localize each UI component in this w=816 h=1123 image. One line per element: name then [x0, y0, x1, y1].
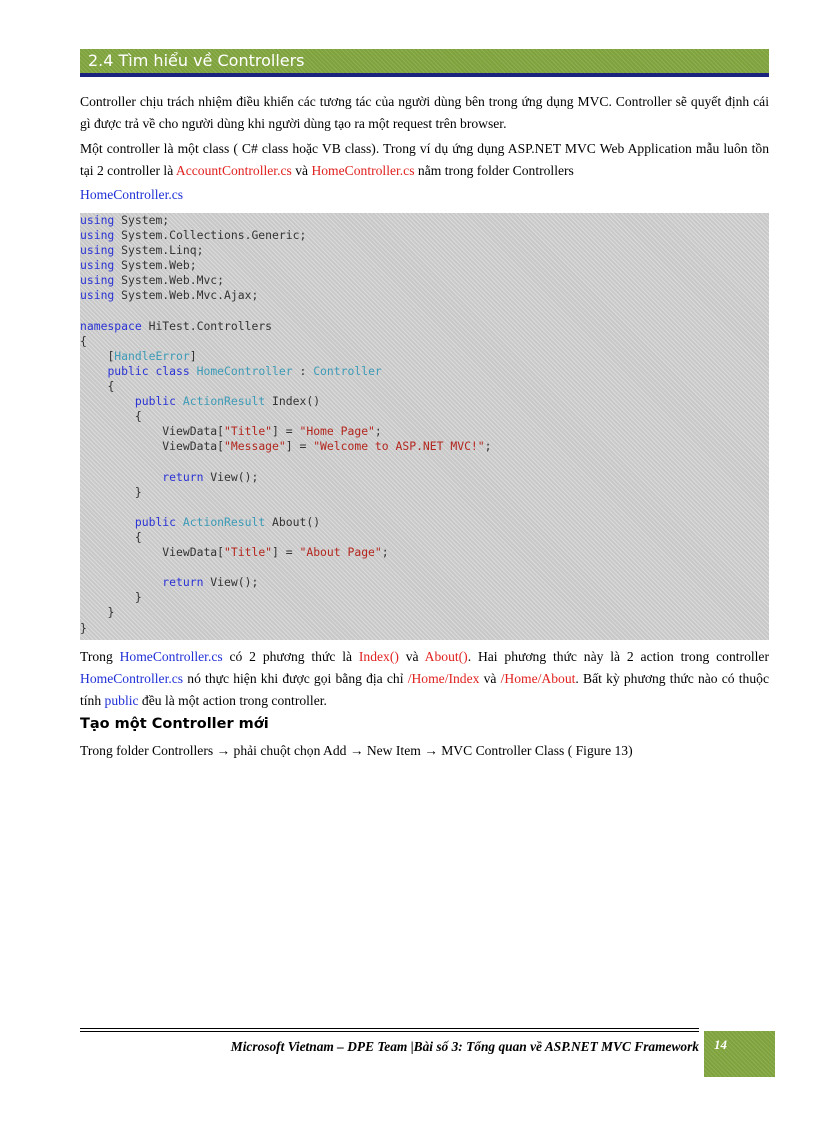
code-string: "Title" [224, 545, 273, 560]
public-keyword-ref: public [104, 693, 139, 708]
code-string: "Message" [224, 439, 286, 454]
para3-text: và [479, 671, 501, 686]
code-text: [ [107, 348, 115, 363]
code-line [80, 243, 769, 258]
home-controller-link: HomeController.cs [311, 163, 415, 178]
code-text: ] = [285, 439, 314, 454]
para2-text-3: nằm trong folder Controllers [414, 163, 574, 178]
code-keyword: public [134, 514, 177, 529]
code-text: ; [381, 545, 389, 560]
paragraph-intro: Controller chịu trách nhiệm điều khiển các tương tác của người dùng bên trong ứng dụng MVC. Controller sẽ quyết định cái gì được trả về cho người dùng khi người dùng tạo ra một request trên browser. [80, 94, 769, 131]
code-line [80, 258, 769, 273]
code-text: View(); [203, 575, 259, 590]
code-line [80, 470, 769, 485]
code-text: ViewData[ [162, 545, 225, 560]
code-brace: { [134, 529, 142, 544]
code-text: : [292, 363, 314, 378]
para3-text: . Bất kỳ phương thức nào có thuộc tính [80, 671, 769, 708]
home-about-url: /Home/About [500, 671, 576, 686]
code-brace: } [80, 620, 87, 635]
code-brace: } [134, 590, 142, 605]
code-text: ViewData[ [162, 439, 225, 454]
code-blank-line [80, 455, 769, 470]
code-line [80, 213, 769, 228]
code-text: ] [189, 348, 197, 363]
code-brace: } [134, 484, 142, 499]
index-method-ref: Index() [358, 649, 399, 664]
paragraph-controller-class [80, 138, 769, 182]
paragraph-actions [80, 646, 769, 712]
code-keyword: using [80, 228, 115, 243]
about-method-ref: About() [424, 649, 468, 664]
code-keyword: namespace [80, 318, 142, 333]
code-text: System.Web.Mvc; [114, 273, 225, 288]
code-keyword: public [134, 394, 177, 409]
code-brace: { [134, 409, 142, 424]
heading-underline [80, 73, 769, 77]
code-string: "Welcome to ASP.NET MVC!" [313, 439, 485, 454]
code-file-label: HomeController.cs [80, 187, 184, 202]
code-type: Controller [313, 363, 382, 378]
para3-text: nó thực hiện khi được gọi bằng địa chỉ [183, 671, 408, 686]
code-keyword: using [80, 243, 115, 258]
code-text: System.Web.Mvc.Ajax; [114, 288, 259, 303]
code-text: System.Linq; [114, 243, 204, 258]
account-controller-link: AccountController.cs [175, 163, 292, 178]
code-line [80, 485, 769, 500]
code-keyword: using [80, 273, 115, 288]
code-line [80, 228, 769, 243]
footer-rule-top [80, 1028, 699, 1029]
code-text: About() [265, 514, 321, 529]
page-number: 14 [704, 1031, 775, 1077]
code-line [80, 394, 769, 409]
code-line [80, 545, 769, 560]
code-string: "Home Page" [299, 424, 375, 439]
code-blank-line [80, 304, 769, 319]
code-brace: { [80, 333, 87, 348]
code-text: System; [114, 213, 170, 227]
code-line [80, 590, 769, 605]
code-text: View(); [203, 469, 259, 484]
code-type: ActionResult [182, 514, 266, 529]
code-text: ViewData[ [162, 424, 225, 439]
code-text: System.Collections.Generic; [114, 228, 307, 243]
code-keyword: using [80, 288, 115, 303]
code-type: HomeController [196, 363, 293, 378]
code-line [80, 515, 769, 530]
para3-text: . Hai phương thức này là 2 action trong controller [467, 649, 769, 664]
code-block [80, 213, 769, 640]
code-blank-line [80, 560, 769, 575]
paragraph-create-steps: Trong folder Controllers → phải chuột chọn Add → New Item → MVC Controller Class ( Figure 13) [80, 743, 633, 758]
code-text: Index() [265, 394, 321, 409]
code-keyword: using [80, 213, 115, 227]
subheading-new-controller: Tạo một Controller mới [80, 716, 269, 732]
para3-text: và [398, 649, 425, 664]
code-brace: } [107, 605, 115, 620]
code-text: ] = [272, 424, 300, 439]
code-line [80, 575, 769, 590]
code-string: "Title" [224, 424, 273, 439]
code-line [80, 439, 769, 454]
code-type: HandleError [114, 348, 190, 363]
section-heading: 2.4 Tìm hiểu về Controllers [80, 49, 769, 73]
para3-text: Trong [80, 649, 120, 664]
code-line [80, 273, 769, 288]
code-brace: { [107, 379, 115, 394]
code-keyword: public [107, 363, 149, 378]
footer-title: Microsoft Vietnam – DPE Team |Bài số 3: Tổng quan về ASP.NET MVC Framework [230, 1039, 699, 1054]
code-line [80, 621, 769, 636]
code-text: ; [484, 439, 492, 454]
footer-rule-bottom [80, 1031, 699, 1032]
code-line [80, 605, 769, 620]
para2-text-1: Một controller là một class ( C# class hoặc VB class). Trong ví dụ ứng dụng ASP.NET MVC Web Application mẫu luôn tồn tại 2 controller là [80, 141, 769, 178]
home-controller-ref: HomeController.cs [80, 671, 184, 686]
code-line [80, 530, 769, 545]
code-blank-line [80, 500, 769, 515]
code-type: ActionResult [182, 394, 266, 409]
code-line [80, 334, 769, 349]
para2-text-2: và [291, 163, 312, 178]
code-text: ] = [272, 545, 300, 560]
code-text: ; [374, 424, 382, 439]
code-string: "About Page" [299, 545, 382, 560]
code-line [80, 319, 769, 334]
code-line [80, 409, 769, 424]
code-keyword: return [162, 469, 204, 484]
code-keyword: return [162, 575, 204, 590]
home-controller-ref: HomeController.cs [119, 649, 223, 664]
code-keyword: using [80, 258, 115, 273]
code-line [80, 364, 769, 379]
para3-text: có 2 phương thức là [222, 649, 359, 664]
code-line [80, 424, 769, 439]
code-keyword: class [155, 363, 190, 378]
code-line [80, 349, 769, 364]
home-index-url: /Home/Index [407, 671, 480, 686]
code-line [80, 379, 769, 394]
code-text: System.Web; [114, 258, 197, 273]
code-text: HiTest.Controllers [141, 318, 273, 333]
para3-text: đều là một action trong controller. [138, 693, 327, 708]
code-line [80, 288, 769, 303]
